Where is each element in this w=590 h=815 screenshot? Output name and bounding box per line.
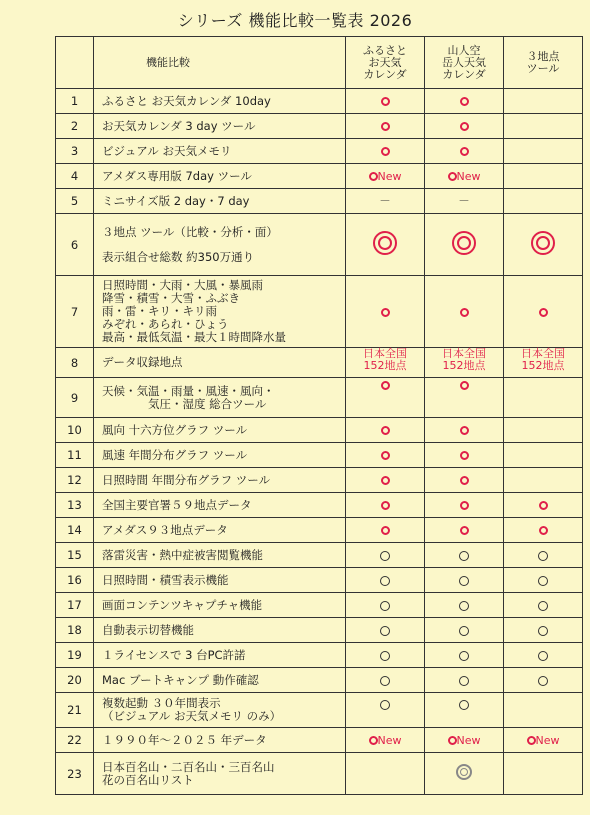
- circle-mark-icon: [460, 526, 469, 535]
- feature-name: 全国主要官署５９地点データ: [94, 493, 346, 518]
- support-cell: [504, 753, 583, 795]
- data-points-label: 日本全国 152地点: [521, 347, 565, 372]
- table-row: [56, 543, 583, 568]
- new-badge: New: [369, 733, 402, 747]
- circle-mark-icon: [527, 736, 536, 745]
- feature-name: 画面コンテンツキャプチャ機能: [94, 593, 346, 618]
- support-cell: [425, 468, 504, 493]
- circle-mark-icon: [460, 122, 469, 131]
- support-cell: [425, 643, 504, 668]
- circle-mark-icon: [381, 476, 390, 485]
- feature-name: Mac ブートキャンプ 動作確認: [94, 668, 346, 693]
- support-cell: [504, 214, 583, 276]
- circle-mark-icon: [459, 676, 469, 686]
- feature-name: 風速 年間分布グラフ ツール: [94, 443, 346, 468]
- table-row: [56, 618, 583, 643]
- row-number: 18: [56, 618, 94, 643]
- support-cell: [346, 468, 425, 493]
- support-cell: [346, 668, 425, 693]
- circle-mark-icon: [381, 501, 390, 510]
- row-number: 2: [56, 114, 94, 139]
- support-cell: [425, 443, 504, 468]
- support-cell: [504, 668, 583, 693]
- circle-mark-icon: [380, 551, 390, 561]
- support-cell: [504, 643, 583, 668]
- circle-mark-icon: [538, 601, 548, 611]
- header-3points: ３地点 ツール: [504, 37, 583, 89]
- support-cell: [504, 114, 583, 139]
- table-row: [56, 753, 583, 795]
- support-cell: [425, 348, 504, 378]
- support-cell: [346, 728, 425, 753]
- header-row: [56, 37, 583, 89]
- row-number: 20: [56, 668, 94, 693]
- support-cell: [504, 418, 583, 443]
- support-cell: [504, 493, 583, 518]
- comparison-table: [55, 36, 583, 795]
- feature-name: 天候・気温・雨量・風速・風向・ 気圧・湿度 総合ツール: [94, 378, 346, 418]
- support-cell: [346, 593, 425, 618]
- circle-mark-icon: [369, 172, 378, 181]
- support-cell: [346, 643, 425, 668]
- table-row: [56, 214, 583, 276]
- support-cell: [346, 568, 425, 593]
- row-number: 9: [56, 378, 94, 418]
- support-cell: [504, 164, 583, 189]
- support-cell: [425, 668, 504, 693]
- circle-mark-icon: [448, 736, 457, 745]
- support-cell: [346, 518, 425, 543]
- support-cell: [425, 593, 504, 618]
- support-cell: [504, 593, 583, 618]
- support-cell: [504, 468, 583, 493]
- support-cell: [346, 276, 425, 348]
- support-cell: [425, 164, 504, 189]
- header-furusato: ふるさと お天気 カレンダ: [346, 37, 425, 89]
- new-badge: New: [448, 169, 481, 183]
- feature-name: ふるさと お天気カレンダ 10day: [94, 89, 346, 114]
- row-number: 8: [56, 348, 94, 378]
- row-number: 22: [56, 728, 94, 753]
- table-row: [56, 443, 583, 468]
- circle-mark-icon: [369, 736, 378, 745]
- support-cell: [504, 89, 583, 114]
- feature-name: 風向 十六方位グラフ ツール: [94, 418, 346, 443]
- circle-mark-icon: [380, 576, 390, 586]
- row-number: 17: [56, 593, 94, 618]
- row-number: 1: [56, 89, 94, 114]
- table-row: [56, 593, 583, 618]
- support-cell: [346, 214, 425, 276]
- table-row: [56, 493, 583, 518]
- table-row: [56, 643, 583, 668]
- circle-mark-icon: [460, 308, 469, 317]
- support-cell: [346, 164, 425, 189]
- double-circle-icon: [373, 231, 397, 255]
- feature-name: 日照時間 年間分布グラフ ツール: [94, 468, 346, 493]
- circle-mark-icon: [448, 172, 457, 181]
- support-cell: [346, 189, 425, 214]
- circle-mark-icon: [380, 626, 390, 636]
- support-cell: [346, 418, 425, 443]
- feature-name: 自動表示切替機能: [94, 618, 346, 643]
- support-cell: [346, 753, 425, 795]
- row-number: 5: [56, 189, 94, 214]
- feature-name: ミニサイズ版 2 day・7 day: [94, 189, 346, 214]
- table-row: [56, 276, 583, 348]
- feature-name: １９９０年～２０２５ 年データ: [94, 728, 346, 753]
- feature-name: 日本百名山・二百名山・三百名山 花の百名山リスト: [94, 753, 346, 795]
- circle-mark-icon: [539, 526, 548, 535]
- support-cell: [504, 518, 583, 543]
- row-number: 19: [56, 643, 94, 668]
- row-number: 7: [56, 276, 94, 348]
- new-badge: New: [448, 733, 481, 747]
- double-circle-icon: [452, 231, 476, 255]
- table-row: [56, 89, 583, 114]
- support-cell: [425, 693, 504, 728]
- feature-name: ビジュアル お天気メモリ: [94, 139, 346, 164]
- circle-mark-icon: [459, 576, 469, 586]
- row-number: 4: [56, 164, 94, 189]
- table-row: [56, 728, 583, 753]
- support-cell: [504, 348, 583, 378]
- row-number: 21: [56, 693, 94, 728]
- circle-mark-icon: [539, 308, 548, 317]
- support-cell: [346, 139, 425, 164]
- support-cell: [425, 618, 504, 643]
- circle-mark-icon: [460, 147, 469, 156]
- circle-mark-icon: [381, 308, 390, 317]
- table-row: [56, 189, 583, 214]
- circle-mark-icon: [381, 381, 390, 390]
- row-number: 14: [56, 518, 94, 543]
- support-cell: [425, 114, 504, 139]
- circle-mark-icon: [380, 676, 390, 686]
- table-row: [56, 568, 583, 593]
- circle-mark-icon: [539, 501, 548, 510]
- support-cell: [504, 189, 583, 214]
- circle-mark-icon: [380, 651, 390, 661]
- circle-mark-icon: [380, 601, 390, 611]
- table-row: [56, 114, 583, 139]
- feature-name: ３地点 ツール（比較・分析・面） 表示組合せ総数 約350万通り: [94, 214, 346, 276]
- table-row: [56, 468, 583, 493]
- circle-mark-icon: [459, 651, 469, 661]
- support-cell: [425, 543, 504, 568]
- circle-mark-icon: [381, 426, 390, 435]
- support-cell: [425, 518, 504, 543]
- support-cell: [504, 276, 583, 348]
- circle-mark-icon: [538, 676, 548, 686]
- new-badge: New: [527, 733, 560, 747]
- support-cell: [504, 378, 583, 418]
- circle-mark-icon: [460, 97, 469, 106]
- row-number: 13: [56, 493, 94, 518]
- support-cell: [425, 89, 504, 114]
- page-title: シリーズ 機能比較一覧表 2026: [177, 11, 413, 30]
- support-cell: [504, 139, 583, 164]
- circle-mark-icon: [538, 551, 548, 561]
- double-circle-icon: [531, 231, 555, 255]
- header-feature: 機能比較: [94, 37, 346, 89]
- circle-mark-icon: [460, 451, 469, 460]
- support-cell: [425, 189, 504, 214]
- table-row: [56, 518, 583, 543]
- feature-name: 落雷災害・熱中症被害閲覧機能: [94, 543, 346, 568]
- data-points-label: 日本全国 152地点: [442, 347, 486, 372]
- support-cell: [425, 493, 504, 518]
- circle-mark-icon: [381, 526, 390, 535]
- circle-mark-icon: [460, 476, 469, 485]
- circle-mark-icon: [460, 501, 469, 510]
- circle-mark-icon: [460, 381, 469, 390]
- feature-name: 複数起動 ３０年間表示 （ビジュアル お天気メモリ のみ）: [94, 693, 346, 728]
- header-number: [56, 37, 94, 89]
- support-cell: [425, 139, 504, 164]
- circle-mark-icon: [459, 700, 469, 710]
- support-cell: [504, 568, 583, 593]
- support-cell: [346, 348, 425, 378]
- header-yamato: 山人空 岳人天気 カレンダ: [425, 37, 504, 89]
- support-cell: [346, 378, 425, 418]
- row-number: 12: [56, 468, 94, 493]
- feature-name: データ収録地点: [94, 348, 346, 378]
- circle-mark-icon: [538, 576, 548, 586]
- circle-mark-icon: [381, 97, 390, 106]
- double-circle-icon: [456, 764, 472, 780]
- circle-mark-icon: [381, 122, 390, 131]
- support-cell: [425, 378, 504, 418]
- row-number: 11: [56, 443, 94, 468]
- support-cell: [425, 276, 504, 348]
- support-cell: [346, 618, 425, 643]
- circle-mark-icon: [460, 426, 469, 435]
- circle-mark-icon: [459, 626, 469, 636]
- table-row: [56, 668, 583, 693]
- support-cell: [425, 728, 504, 753]
- table-row: [56, 378, 583, 418]
- row-number: 6: [56, 214, 94, 276]
- support-cell: [425, 418, 504, 443]
- circle-mark-icon: [381, 451, 390, 460]
- support-cell: [504, 543, 583, 568]
- table-row: [56, 418, 583, 443]
- circle-mark-icon: [381, 147, 390, 156]
- circle-mark-icon: [380, 700, 390, 710]
- support-cell: [504, 693, 583, 728]
- row-number: 3: [56, 139, 94, 164]
- support-cell: [346, 493, 425, 518]
- table-row: [56, 139, 583, 164]
- feature-name: 日照時間・積雪表示機能: [94, 568, 346, 593]
- circle-mark-icon: [538, 651, 548, 661]
- row-number: 10: [56, 418, 94, 443]
- table-row: [56, 693, 583, 728]
- support-cell: [346, 89, 425, 114]
- feature-name: 日照時間・大雨・大風・暴風雨 降雪・積雪・大雪・ふぶき 雨・雷・キリ・キリ雨 みぞれ・あられ・ひょう 最高・最低気温・最大１時間降水量: [94, 276, 346, 348]
- new-badge: New: [369, 169, 402, 183]
- data-points-label: 日本全国 152地点: [363, 347, 407, 372]
- feature-name: アメダス専用版 7day ツール: [94, 164, 346, 189]
- row-number: 23: [56, 753, 94, 795]
- support-cell: [504, 728, 583, 753]
- support-cell: [346, 114, 425, 139]
- dash-mark: －: [379, 194, 391, 208]
- table-row: [56, 348, 583, 378]
- circle-mark-icon: [538, 626, 548, 636]
- support-cell: [504, 443, 583, 468]
- support-cell: [425, 568, 504, 593]
- support-cell: [504, 618, 583, 643]
- support-cell: [425, 753, 504, 795]
- dash-mark: －: [458, 194, 470, 208]
- row-number: 15: [56, 543, 94, 568]
- support-cell: [425, 214, 504, 276]
- feature-name: お天気カレンダ 3 day ツール: [94, 114, 346, 139]
- circle-mark-icon: [459, 551, 469, 561]
- circle-mark-icon: [459, 601, 469, 611]
- support-cell: [346, 443, 425, 468]
- feature-name: １ライセンスで 3 台PC許諾: [94, 643, 346, 668]
- row-number: 16: [56, 568, 94, 593]
- support-cell: [346, 693, 425, 728]
- feature-name: アメダス９３地点データ: [94, 518, 346, 543]
- table-row: [56, 164, 583, 189]
- support-cell: [346, 543, 425, 568]
